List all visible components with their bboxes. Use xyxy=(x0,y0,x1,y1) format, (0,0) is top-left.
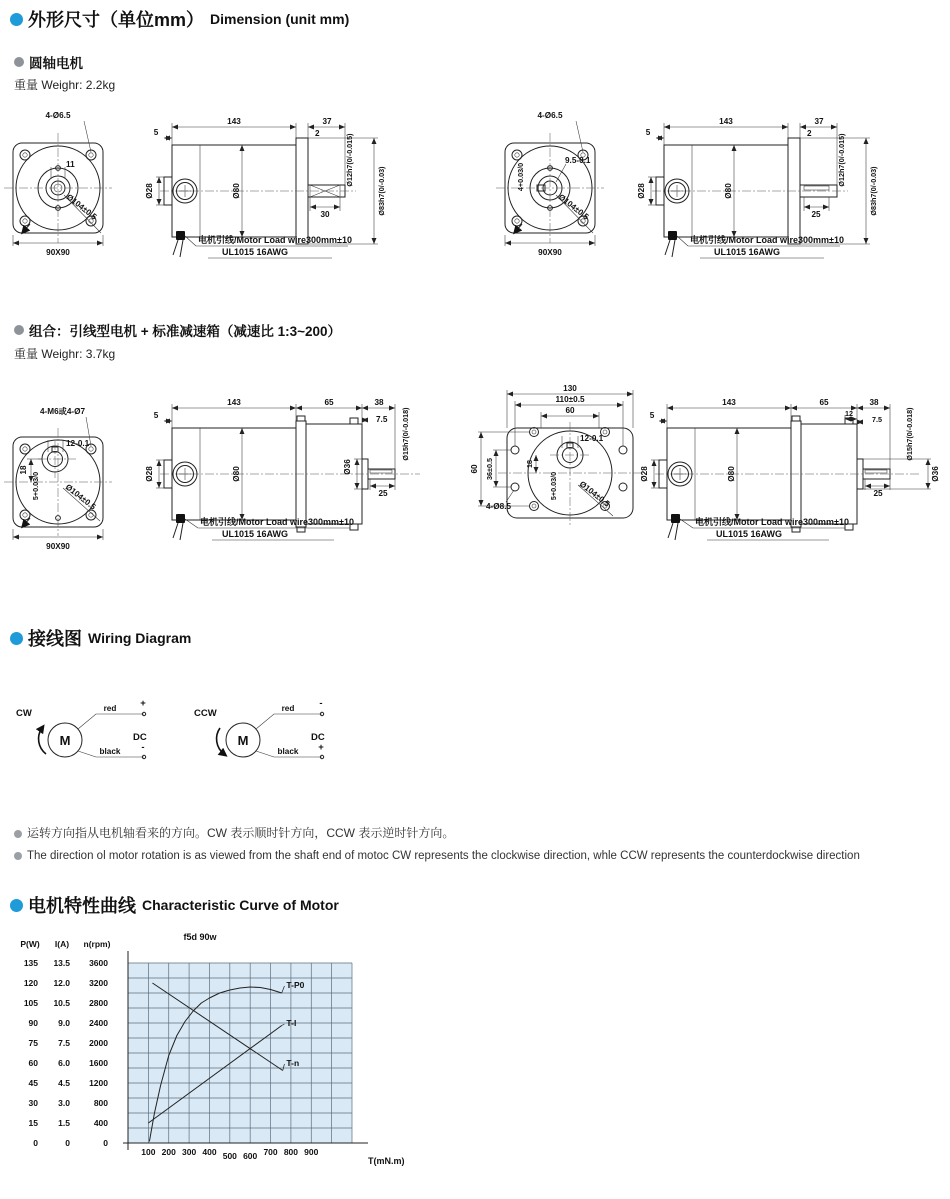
polarity: + xyxy=(140,698,146,709)
axis-tick-label: 135 xyxy=(23,958,38,968)
x-tick-label: 500 xyxy=(222,1151,237,1161)
dim: Ø28 xyxy=(640,466,649,482)
dim: Ø104±0.5 xyxy=(577,479,612,509)
dim: 5 xyxy=(153,128,159,137)
axis-column-header: n(rpm) xyxy=(83,939,111,949)
dim: 143 xyxy=(722,398,736,407)
weight-label: 重量 Weighr: 2.2kg xyxy=(14,78,116,92)
axis-column-header: I(A) xyxy=(54,939,70,949)
series-label: T-n xyxy=(286,1058,300,1068)
series-label: T-I xyxy=(286,1018,297,1028)
cw-rotation-arrow-icon xyxy=(39,728,46,754)
subsection-title: 圆轴电机 xyxy=(29,56,83,71)
x-tick-label: 300 xyxy=(181,1147,197,1157)
dim: 37 xyxy=(814,117,824,126)
bullet-icon xyxy=(14,57,24,67)
x-tick-label: 100 xyxy=(141,1147,156,1157)
dim: 5+0.03/0 xyxy=(549,471,558,501)
dim: 65 xyxy=(324,398,334,407)
wire-note: 电机引线/Motor Load wire300mm±10 xyxy=(200,517,354,527)
wiring-ccw xyxy=(194,698,325,759)
dim: 143 xyxy=(719,117,733,126)
dim: Ø15h7(0/-0.018) xyxy=(905,407,914,461)
polarity: - xyxy=(141,742,145,753)
wire-note: 电机引线/Motor Load wire300mm±10 xyxy=(690,235,844,245)
dim: 65 xyxy=(819,398,829,407)
section-title-en: Dimension (unit mm) xyxy=(210,11,350,27)
axis-tick-label: 7.5 xyxy=(58,1038,70,1048)
section-wiring-header xyxy=(10,625,191,651)
x-tick-label: 700 xyxy=(263,1147,278,1157)
dim: 25 xyxy=(378,489,388,498)
wire-note: UL1015 16AWG xyxy=(716,529,783,539)
dim: Ø104±0.5 xyxy=(64,192,99,222)
axis-tick-label: 3.0 xyxy=(58,1098,70,1108)
section-title-cn: 外形尺寸（单位mm） xyxy=(28,10,205,30)
dim: 25 xyxy=(811,210,821,219)
axis-tick-label: 2800 xyxy=(89,998,108,1008)
axis-tick-label: 400 xyxy=(93,1118,108,1128)
axis-tick-label: 2400 xyxy=(89,1018,108,1028)
wiring-diagram xyxy=(0,690,400,785)
cw-label: CW xyxy=(16,708,32,719)
motor-round-shaft-drawing-left xyxy=(0,103,460,275)
axis-tick-label: 9.0 xyxy=(58,1018,70,1028)
dim: 30 xyxy=(320,210,330,219)
black-wire-label: black xyxy=(277,747,299,756)
section-dimension-header xyxy=(10,6,349,32)
motor-round-shaft-drawing-right xyxy=(492,103,950,275)
axis-tick-label: 800 xyxy=(93,1098,108,1108)
dim: 5 xyxy=(649,411,655,420)
black-wire-label: black xyxy=(99,747,121,756)
dim: 60 xyxy=(565,406,575,415)
dim: 25 xyxy=(873,489,883,498)
polarity: - xyxy=(319,698,323,709)
axis-tick-label: 15 xyxy=(28,1118,38,1128)
dim: 38 xyxy=(869,398,879,407)
dim: Ø80 xyxy=(232,466,241,482)
dim: 11 xyxy=(66,160,75,169)
dim: 12-0.1 xyxy=(66,439,90,448)
axis-tick-label: 0 xyxy=(65,1138,70,1148)
dim: 38 xyxy=(374,398,384,407)
axis-tick-label: 120 xyxy=(23,978,38,988)
bullet-icon xyxy=(14,325,24,335)
bullet-icon xyxy=(10,632,23,645)
subsection-round-shaft xyxy=(14,52,83,72)
axis-tick-label: 45 xyxy=(28,1078,38,1088)
dim: Ø83h7(0/-0.03) xyxy=(377,166,386,216)
wiring-cw xyxy=(16,698,147,759)
wire-note: 电机引线/Motor Load wire300mm±10 xyxy=(198,235,352,245)
axis-tick-label: 60 xyxy=(28,1058,38,1068)
dim: 2 xyxy=(315,129,320,138)
note-text: The direction ol motor rotation is as viewed from the shaft end of motoc CW represents the clockwise direction, whle CCW represents the counterdockwise direction xyxy=(27,850,860,862)
axis-column-header: P(W) xyxy=(20,939,40,949)
dim: Ø28 xyxy=(145,183,154,199)
bullet-icon xyxy=(10,13,23,26)
dim: 110±0.5 xyxy=(555,395,585,404)
dim: Ø36 xyxy=(343,459,352,475)
dc-label: DC xyxy=(311,732,325,743)
x-tick-label: 200 xyxy=(161,1147,176,1157)
dim: 37 xyxy=(322,117,332,126)
section-title-en: Characteristic Curve of Motor xyxy=(142,897,339,913)
dim: 5+0.03/0 xyxy=(31,471,40,501)
gearmotor-drawing-left xyxy=(0,378,460,570)
axis-tick-label: 2000 xyxy=(89,1038,108,1048)
wire-note: 电机引线/Motor Load wire300mm±10 xyxy=(695,517,849,527)
dim: Ø12h7(0/-0.015) xyxy=(837,133,846,187)
dim: Ø83h7(0/-0.03) xyxy=(869,166,878,216)
x-tick-label: 600 xyxy=(243,1151,258,1161)
dc-label: DC xyxy=(133,732,147,743)
red-wire-label: red xyxy=(281,704,295,713)
gearmotor-drawing-right xyxy=(450,378,950,570)
note-cn xyxy=(14,824,934,841)
axis-tick-label: 12.0 xyxy=(53,978,70,988)
dim: 7.5 xyxy=(376,415,388,424)
motor-symbol: M xyxy=(59,733,71,748)
axis-tick-label: 3200 xyxy=(89,978,108,988)
bullet-icon xyxy=(14,852,22,860)
subsection-combo xyxy=(14,320,341,340)
subsection-title: 组合：引线型电机 + 标准减速箱（减速比 1:3~200） xyxy=(29,324,342,339)
ccw-label: CCW xyxy=(194,708,217,719)
axis-tick-label: 30 xyxy=(28,1098,38,1108)
axis-tick-label: 3600 xyxy=(89,958,108,968)
dim: 36±0.5 xyxy=(485,458,494,480)
x-tick-label: 400 xyxy=(202,1147,217,1157)
axis-tick-label: 6.0 xyxy=(58,1058,70,1068)
section-title-cn: 接线图 xyxy=(28,629,82,649)
axis-tick-label: 75 xyxy=(28,1038,38,1048)
dim: 12-0.1 xyxy=(580,434,604,443)
dim: 18 xyxy=(525,460,534,468)
dim: Ø104±0.5 xyxy=(556,192,591,222)
axis-tick-label: 4.5 xyxy=(58,1078,70,1088)
dim: 90X90 xyxy=(46,248,70,257)
bullet-icon xyxy=(10,899,23,912)
weight-label: 重量 Weighr: 3.7kg xyxy=(14,347,116,361)
characteristic-curve-chart xyxy=(0,925,450,1199)
series-label: T-P0 xyxy=(286,980,305,990)
axis-tick-label: 105 xyxy=(23,998,38,1008)
wire-note: UL1015 16AWG xyxy=(222,529,289,539)
motor-symbol: M xyxy=(237,733,249,748)
dim: 4-M6或4-Ø7 xyxy=(40,407,86,416)
axis-tick-label: 1.5 xyxy=(58,1118,70,1128)
dim: 130 xyxy=(563,384,577,393)
dim: 90X90 xyxy=(46,542,70,551)
ccw-rotation-arrow-icon xyxy=(217,728,224,754)
wire-note: UL1015 16AWG xyxy=(222,247,289,257)
dim: 4-Ø8.5 xyxy=(486,502,512,511)
dim: 4-Ø6.5 xyxy=(45,111,71,120)
section-title-en: Wiring Diagram xyxy=(88,630,192,646)
dim: 4-Ø6.5 xyxy=(537,111,563,120)
wire-note: UL1015 16AWG xyxy=(714,247,781,257)
dim: Ø36 xyxy=(931,466,940,482)
chart-title: f5d 90w xyxy=(183,932,217,942)
note-text: 运转方向指从电机轴看来的方向。CW 表示顺时针方向，CCW 表示逆时针方向。 xyxy=(27,826,455,840)
dim: 143 xyxy=(227,398,241,407)
bullet-icon xyxy=(14,830,22,838)
polarity: + xyxy=(318,742,324,753)
x-axis-label: T(mN.m) xyxy=(368,1156,405,1166)
dim: Ø80 xyxy=(727,466,736,482)
dim: 18 xyxy=(19,465,28,475)
axis-tick-label: 13.5 xyxy=(53,958,70,968)
dim: Ø28 xyxy=(637,183,646,199)
section-title-cn: 电机特性曲线 xyxy=(28,896,136,916)
dim: 90X90 xyxy=(538,248,562,257)
dim: 60 xyxy=(470,464,479,474)
dim: Ø15h7(0/-0.018) xyxy=(401,407,410,461)
dim: 12 xyxy=(845,409,853,418)
dim: Ø28 xyxy=(145,466,154,482)
dim: 143 xyxy=(227,117,241,126)
axis-tick-label: 90 xyxy=(28,1018,38,1028)
section-curve-header xyxy=(10,892,339,918)
axis-tick-label: 0 xyxy=(33,1138,38,1148)
dim: Ø104±0.5 xyxy=(63,482,98,512)
dim: Ø12h7(0/-0.015) xyxy=(345,133,354,187)
axis-tick-label: 10.5 xyxy=(53,998,70,1008)
x-tick-label: 800 xyxy=(283,1147,299,1157)
axis-tick-label: 0 xyxy=(103,1138,108,1148)
dim: 4+0.03/0 xyxy=(516,162,525,192)
dim: Ø80 xyxy=(724,183,733,199)
dim: 5 xyxy=(153,411,159,420)
dim: 9.5-0.1 xyxy=(565,156,591,165)
dim: 5 xyxy=(645,128,651,137)
note-en xyxy=(14,850,944,862)
axis-tick-label: 1200 xyxy=(89,1078,108,1088)
x-tick-label: 900 xyxy=(304,1147,319,1157)
dim: 2 xyxy=(807,129,812,138)
axis-tick-label: 1600 xyxy=(89,1058,108,1068)
red-wire-label: red xyxy=(103,704,117,713)
dim: Ø80 xyxy=(232,183,241,199)
dim: 7.5 xyxy=(872,415,882,424)
